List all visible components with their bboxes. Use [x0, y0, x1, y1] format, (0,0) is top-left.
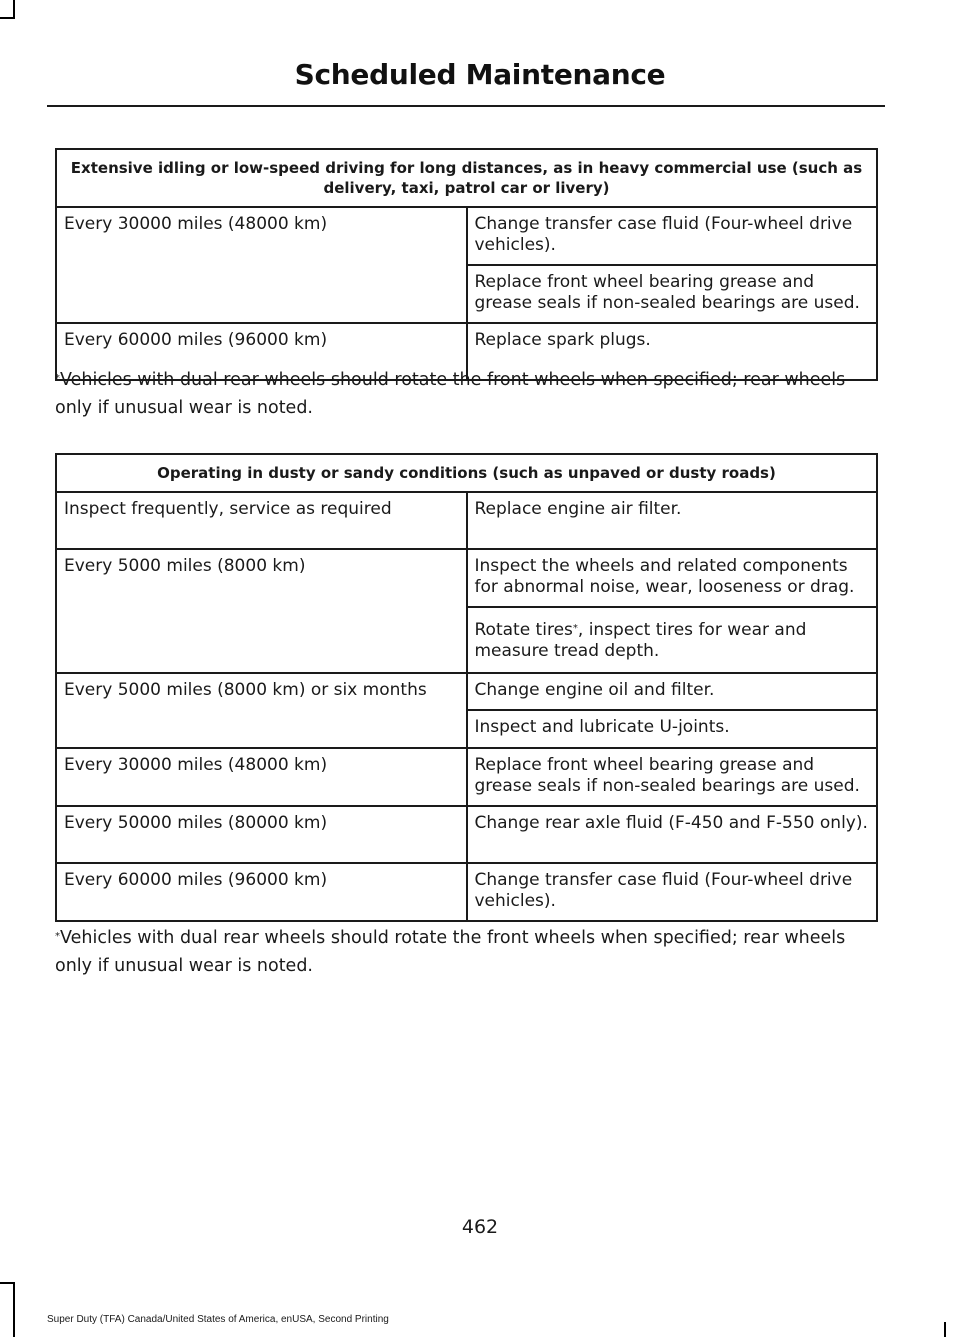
interval-cell: Every 50000 miles (80000 km) [56, 806, 467, 863]
page-number: 462 [461, 1216, 499, 1238]
table-row [56, 863, 877, 921]
footnote-marker: * [572, 623, 578, 634]
action-cell: Replace front wheel bearing grease and grease seals if non-sealed bearings are used. [467, 265, 878, 323]
footnote-marker: * [55, 373, 60, 384]
action-cell: Change engine oil and filter. [467, 673, 878, 710]
table-row [56, 673, 877, 710]
footnote [55, 366, 885, 422]
action-cell: Inspect and lubricate U-joints. [467, 710, 878, 748]
action-text: Rotate tires [474, 620, 573, 640]
action-cell: Replace front wheel bearing grease and grease seals if non-sealed bearings are used. [467, 748, 878, 806]
title-divider [47, 105, 885, 107]
table-row [56, 207, 877, 265]
interval-cell: Every 30000 miles (48000 km) [56, 748, 467, 806]
table-row [56, 492, 877, 549]
interval-cell: Every 30000 miles (48000 km) [56, 207, 467, 323]
crop-mark-bottom-left [13, 1282, 15, 1337]
table-row [56, 748, 877, 806]
interval-cell: Inspect frequently, service as required [56, 492, 467, 549]
page-title: Scheduled Maintenance [294, 58, 666, 91]
footnote-text: Vehicles with dual rear wheels should rotate the front wheels when specified; rear wheels only if unusual wear is noted. [55, 928, 846, 976]
action-cell: Change transfer case fluid (Four-wheel drive vehicles). [467, 207, 878, 265]
table-heading: Operating in dusty or sandy conditions (such as unpaved or dusty roads) [56, 454, 877, 492]
interval-cell: Every 5000 miles (8000 km) or six months [56, 673, 467, 748]
dusty-conditions-table [55, 453, 878, 922]
table-heading: Extensive idling or low-speed driving for long distances, as in heavy commercial use (such as delivery, taxi, patrol car or livery) [56, 149, 877, 207]
action-cell: Replace spark plugs. [467, 323, 878, 380]
crop-mark-top-left [13, 0, 15, 18]
action-cell: Change rear axle fluid (F-450 and F-550 only). [467, 806, 878, 863]
idling-maintenance-table [55, 148, 878, 381]
interval-cell: Every 60000 miles (96000 km) [56, 863, 467, 921]
interval-cell: Every 5000 miles (8000 km) [56, 549, 467, 673]
crop-mark-bottom-right [944, 1322, 946, 1337]
footer-publication-info: Super Duty (TFA) Canada/United States of America, enUSA, Second Printing [47, 1314, 389, 1325]
footnote [55, 924, 885, 980]
table-row [56, 806, 877, 863]
crop-mark-top-left-horizontal [0, 17, 15, 19]
crop-mark-bottom-left-horizontal [0, 1282, 15, 1284]
action-cell: Inspect the wheels and related components for abnormal noise, wear, looseness or drag. [467, 549, 878, 607]
footnote-marker: * [55, 931, 60, 942]
table-row [56, 549, 877, 607]
action-cell: Change transfer case fluid (Four-wheel drive vehicles). [467, 863, 878, 921]
interval-cell: Every 60000 miles (96000 km) [56, 323, 467, 380]
footnote-text: Vehicles with dual rear wheels should rotate the front wheels when specified; rear wheels only if unusual wear is noted. [55, 370, 846, 418]
action-cell: Replace engine air filter. [467, 492, 878, 549]
action-text: , inspect tires for wear and measure tread depth. [474, 620, 807, 661]
action-cell [467, 607, 878, 673]
